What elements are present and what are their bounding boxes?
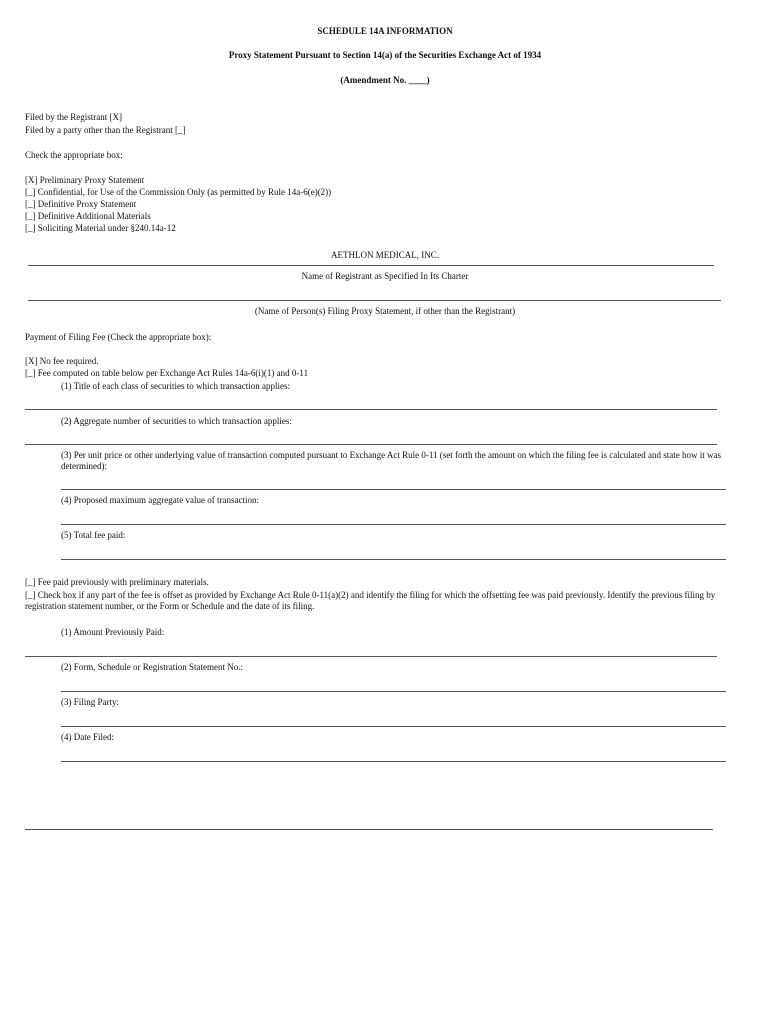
prev-filing-party-rule bbox=[61, 726, 726, 727]
option-preliminary-proxy: [X] Preliminary Proxy Statement bbox=[25, 175, 145, 185]
fee-item-2-label: (2) Aggregate number of securities to which transaction applies: bbox=[61, 416, 292, 426]
filed-by-registrant: Filed by the Registrant [X] bbox=[25, 112, 122, 122]
schedule-subtitle: Proxy Statement Pursuant to Section 14(a) of the Securities Exchange Act of 1934 bbox=[228, 50, 542, 60]
page-bottom-rule bbox=[25, 829, 713, 830]
prev-form-label: (2) Form, Schedule or Registration Statement No.: bbox=[61, 662, 243, 672]
option-definitive-proxy: [_] Definitive Proxy Statement bbox=[25, 199, 137, 209]
filer-name-rule bbox=[28, 300, 721, 301]
prev-filing-party-label: (3) Filing Party: bbox=[61, 697, 119, 707]
no-fee-required: [X] No fee required. bbox=[25, 356, 99, 366]
filer-name-caption: (Name of Person(s) Filing Proxy Statement, if other than the Registrant) bbox=[254, 306, 516, 316]
fee-item-1-rule bbox=[25, 409, 717, 410]
fee-item-3-rule bbox=[61, 489, 726, 490]
fee-item-3-label: (3) Per unit price or other underlying value of transaction computed pursuant to Exchange Act Rule 0-11 (set forth the amount on which the filing fee is calculated and state how it was determined): bbox=[61, 450, 721, 471]
amendment-number: (Amendment No. ____) bbox=[340, 75, 430, 85]
prev-amount-rule bbox=[25, 656, 717, 657]
filing-fee-prompt: Payment of Filing Fee (Check the appropriate box): bbox=[25, 332, 212, 342]
fee-item-5-rule bbox=[61, 559, 726, 560]
fee-item-1-label: (1) Title of each class of securities to which transaction applies: bbox=[61, 381, 290, 391]
fee-item-4-label: (4) Proposed maximum aggregate value of transaction: bbox=[61, 495, 259, 505]
check-box-prompt: Check the appropriate box: bbox=[25, 150, 123, 160]
fee-paid-previously: [_] Fee paid previously with preliminary materials. bbox=[25, 577, 209, 587]
fee-offset-option: [_] Check box if any part of the fee is offset as provided by Exchange Act Rule 0-11(a)(2) and identify the filing for which the offsetting fee was paid previously. Identify the previous filing by registration statement number, or the Form or Schedule and the date of its filing. bbox=[25, 590, 716, 611]
prev-amount-label: (1) Amount Previously Paid: bbox=[61, 627, 165, 637]
registrant-name-caption: Name of Registrant as Specified In Its Charter bbox=[301, 271, 469, 281]
fee-item-5-label: (5) Total fee paid: bbox=[61, 530, 126, 540]
fee-item-2-rule bbox=[25, 444, 717, 445]
schedule-title: SCHEDULE 14A INFORMATION bbox=[317, 26, 453, 36]
prev-form-rule bbox=[61, 691, 726, 692]
fee-computed-option: [_] Fee computed on table below per Exchange Act Rules 14a-6(i)(1) and 0-11 bbox=[25, 368, 309, 378]
option-soliciting-material: [_] Soliciting Material under §240.14a-12 bbox=[25, 223, 176, 233]
fee-item-4-rule bbox=[61, 524, 726, 525]
prev-date-filed-rule bbox=[61, 761, 726, 762]
registrant-name-rule bbox=[28, 265, 714, 266]
option-definitive-additional: [_] Definitive Additional Materials bbox=[25, 211, 151, 221]
prev-date-filed-label: (4) Date Filed: bbox=[61, 732, 114, 742]
registrant-name: AETHLON MEDICAL, INC. bbox=[331, 250, 439, 260]
option-confidential: [_] Confidential, for Use of the Commission Only (as permitted by Rule 14a-6(e)(2)) bbox=[25, 187, 332, 197]
filed-by-other-party: Filed by a party other than the Registrant [_] bbox=[25, 125, 186, 135]
